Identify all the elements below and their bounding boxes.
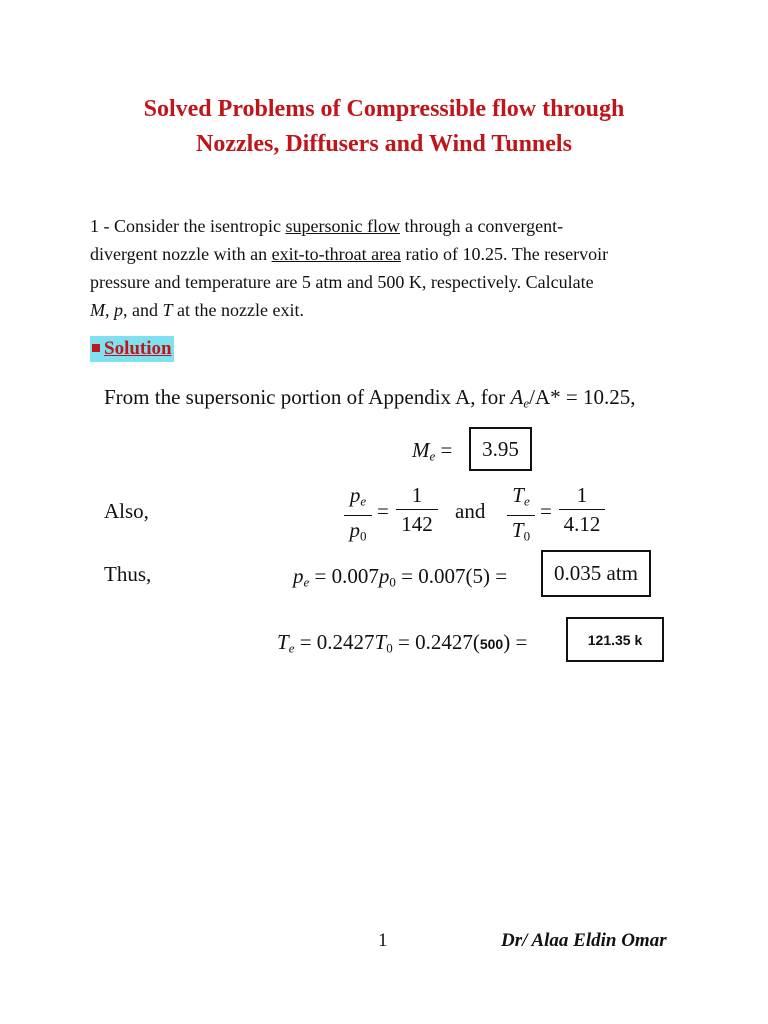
sub-0: 0 — [389, 574, 396, 590]
problem-text: at the nozzle exit. — [172, 300, 304, 320]
problem-line-4 — [90, 296, 690, 324]
fraction-Te-T0 — [507, 483, 535, 549]
var-T: T — [511, 518, 524, 543]
equation-text: = 0.007 — [309, 564, 379, 588]
square-bullet-icon — [92, 344, 100, 352]
me-result-box: 3.95 — [469, 427, 532, 471]
title-line-2: Nozzles, Diffusers and Wind Tunnels — [196, 131, 572, 157]
var-T: T — [374, 630, 387, 654]
also-label: Also, — [104, 499, 149, 523]
pe-equation — [293, 563, 507, 595]
var-T: T — [162, 300, 173, 320]
var-M: M — [90, 300, 105, 320]
var-T: T — [512, 483, 524, 507]
numerator: 1 — [576, 483, 588, 507]
page-number: 1 — [378, 930, 388, 951]
denominator: 4.12 — [563, 512, 601, 536]
sub-e: e — [523, 395, 530, 411]
fraction-pe-p0 — [344, 483, 372, 549]
sub-e: e — [303, 574, 310, 590]
problem-text: , — [105, 300, 114, 320]
sub-e: e — [429, 448, 436, 464]
var-A: A — [510, 385, 524, 409]
problem-line-1 — [90, 212, 690, 240]
equation-text: = 0.007(5) = — [395, 564, 508, 588]
problem-text: , and — [123, 300, 163, 320]
var-p: p — [293, 564, 304, 588]
me-lhs — [412, 437, 452, 469]
equation-text: = 0.2427 — [294, 630, 375, 654]
var-M: M — [412, 438, 430, 462]
var-p: p — [349, 518, 360, 543]
intro-text: /A* = 10.25, — [529, 385, 636, 409]
te-equation — [277, 629, 527, 661]
equation-text: = 0.2427( — [392, 630, 480, 654]
and-text: and — [455, 499, 486, 523]
equals-sign: = — [377, 499, 389, 523]
fraction-bar — [344, 515, 372, 516]
var-p: p — [114, 300, 123, 320]
equation-text: ) = — [503, 630, 528, 654]
fraction-bar — [507, 515, 535, 516]
equals-sign: = — [540, 499, 552, 523]
problem-line-3: pressure and temperature are 5 atm and 500 K, respectively. Calculate — [90, 272, 594, 292]
supersonic-flow-link[interactable]: supersonic flow — [285, 216, 400, 236]
problem-text: 1 - Consider the isentropic — [90, 216, 286, 236]
intro-text: From the supersonic portion of Appendix A, for — [104, 385, 511, 409]
fraction-bar — [559, 509, 605, 510]
sub-0: 0 — [386, 640, 393, 656]
sub-e: e — [360, 493, 367, 509]
fraction-1-4-12 — [559, 483, 605, 536]
problem-text: through a convergent- — [399, 216, 564, 236]
sub-e: e — [523, 493, 530, 509]
solution-intro — [104, 384, 636, 416]
equals-sign: = — [440, 438, 453, 462]
problem-text: ratio of 10.25. The reservoir — [401, 244, 609, 264]
sub-0: 0 — [523, 528, 531, 544]
exit-to-throat-area-link[interactable]: exit-to-throat area — [271, 244, 402, 264]
solution-label: Solution — [104, 338, 172, 359]
author-name: Dr/ Alaa Eldin Omar — [501, 930, 667, 951]
fraction-bar — [396, 509, 438, 510]
var-T: T — [277, 630, 289, 654]
numerator: 1 — [411, 483, 423, 507]
te-result-box: 121.35 k — [566, 617, 664, 662]
pe-result-box: 0.035 atm — [541, 550, 651, 597]
problem-text: divergent nozzle with an — [90, 244, 272, 264]
fraction-1-142 — [396, 483, 438, 536]
var-p: p — [378, 564, 390, 588]
thus-label: Thus, — [104, 562, 152, 586]
sub-e: e — [288, 640, 295, 656]
solution-heading — [90, 336, 174, 362]
title-line-1: Solved Problems of Compressible flow through — [143, 96, 625, 122]
denominator: 142 — [401, 512, 433, 536]
sub-0: 0 — [359, 528, 367, 544]
problem-line-2 — [90, 240, 690, 268]
var-p: p — [349, 483, 361, 507]
te-input-value: 500 — [479, 636, 504, 652]
